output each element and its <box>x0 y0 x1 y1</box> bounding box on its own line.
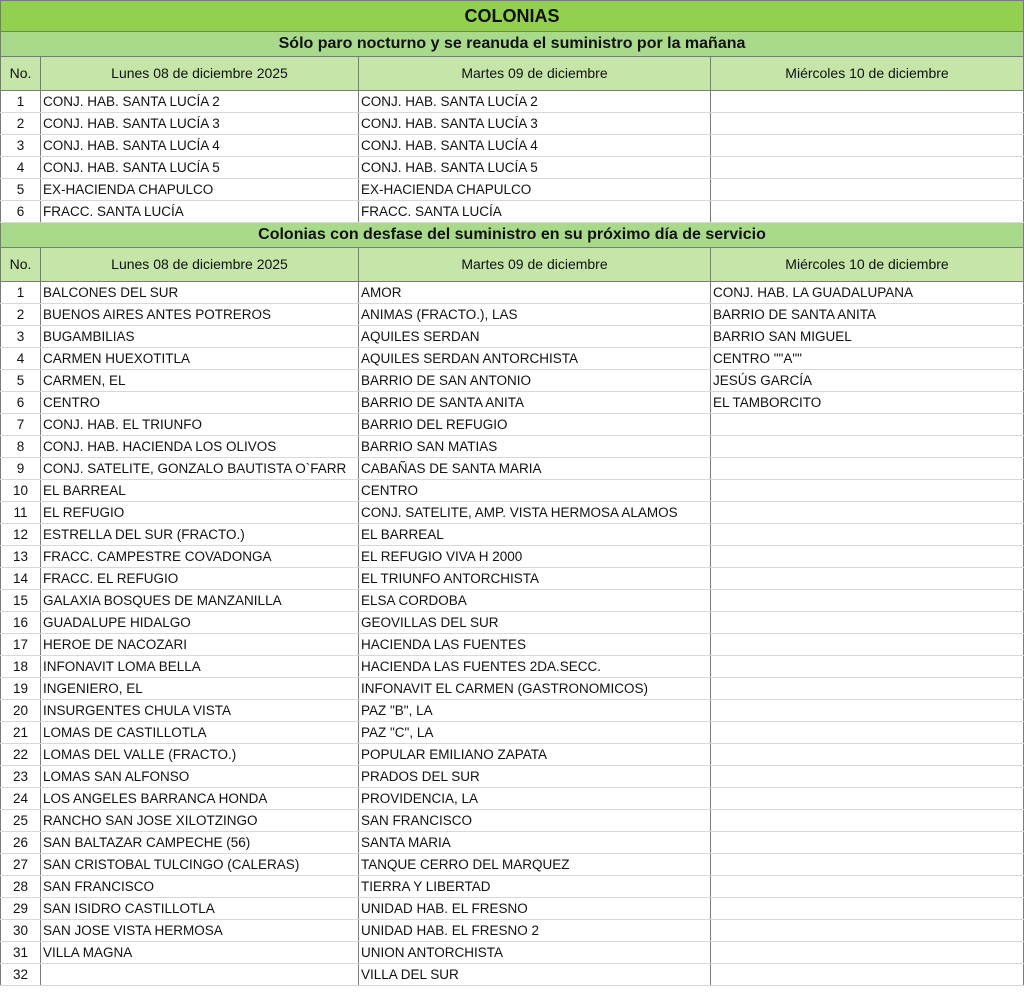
table-row <box>1 722 1024 744</box>
martes-cell: BARRIO SAN MATIAS <box>359 436 711 458</box>
lunes-cell: CONJ. HAB. SANTA LUCÍA 2 <box>41 91 359 113</box>
lunes-cell: BUENOS AIRES ANTES POTREROS <box>41 304 359 326</box>
table-row <box>1 201 1024 223</box>
table-row <box>1 942 1024 964</box>
miercoles-cell <box>711 810 1024 832</box>
lunes-cell: EL BARREAL <box>41 480 359 502</box>
martes-cell: ANIMAS (FRACTO.), LAS <box>359 304 711 326</box>
miercoles-cell <box>711 414 1024 436</box>
miercoles-cell <box>711 91 1024 113</box>
martes-cell: TANQUE CERRO DEL MARQUEZ <box>359 854 711 876</box>
table-row <box>1 135 1024 157</box>
miercoles-cell <box>711 722 1024 744</box>
lunes-cell: VILLA MAGNA <box>41 942 359 964</box>
lunes-cell: BALCONES DEL SUR <box>41 282 359 304</box>
miercoles-cell <box>711 546 1024 568</box>
section2-heading: Colonias con desfase del suministro en su próximo día de servicio <box>1 223 1024 248</box>
martes-cell: AQUILES SERDAN ANTORCHISTA <box>359 348 711 370</box>
martes-cell: ELSA CORDOBA <box>359 590 711 612</box>
miercoles-cell: JESÚS GARCÍA <box>711 370 1024 392</box>
header-miercoles: Miércoles 10 de diciembre <box>711 57 1024 91</box>
martes-cell: UNIDAD HAB. EL FRESNO 2 <box>359 920 711 942</box>
lunes-cell: CONJ. HAB. HACIENDA LOS OLIVOS <box>41 436 359 458</box>
table-row <box>1 788 1024 810</box>
lunes-cell: SAN FRANCISCO <box>41 876 359 898</box>
miercoles-cell: BARRIO DE SANTA ANITA <box>711 304 1024 326</box>
lunes-cell: FRACC. EL REFUGIO <box>41 568 359 590</box>
martes-cell: PROVIDENCIA, LA <box>359 788 711 810</box>
miercoles-cell <box>711 678 1024 700</box>
table-row <box>1 414 1024 436</box>
table-row <box>1 546 1024 568</box>
header-martes: Martes 09 de diciembre <box>359 248 711 282</box>
table-row <box>1 113 1024 135</box>
table-row <box>1 348 1024 370</box>
table-row <box>1 502 1024 524</box>
martes-cell: CONJ. HAB. SANTA LUCÍA 4 <box>359 135 711 157</box>
lunes-cell: FRACC. CAMPESTRE COVADONGA <box>41 546 359 568</box>
martes-cell: BARRIO DEL REFUGIO <box>359 414 711 436</box>
martes-cell: EL BARREAL <box>359 524 711 546</box>
martes-cell: FRACC. SANTA LUCÍA <box>359 201 711 223</box>
martes-cell: UNION ANTORCHISTA <box>359 942 711 964</box>
lunes-cell: SAN CRISTOBAL TULCINGO (CALERAS) <box>41 854 359 876</box>
table-row <box>1 282 1024 304</box>
miercoles-cell <box>711 480 1024 502</box>
martes-cell: AQUILES SERDAN <box>359 326 711 348</box>
row-number: 16 <box>1 612 41 634</box>
table-title: COLONIAS <box>1 1 1024 32</box>
miercoles-cell <box>711 898 1024 920</box>
table-row <box>1 436 1024 458</box>
lunes-cell: LOS ANGELES BARRANCA HONDA <box>41 788 359 810</box>
martes-cell: BARRIO DE SAN ANTONIO <box>359 370 711 392</box>
table-row <box>1 590 1024 612</box>
row-number: 23 <box>1 766 41 788</box>
martes-cell: PRADOS DEL SUR <box>359 766 711 788</box>
lunes-cell: SAN BALTAZAR CAMPECHE (56) <box>41 832 359 854</box>
lunes-cell: LOMAS DE CASTILLOTLA <box>41 722 359 744</box>
miercoles-cell: EL TAMBORCITO <box>711 392 1024 414</box>
miercoles-cell <box>711 876 1024 898</box>
lunes-cell: HEROE DE NACOZARI <box>41 634 359 656</box>
martes-cell: CENTRO <box>359 480 711 502</box>
table-row <box>1 634 1024 656</box>
table-row <box>1 612 1024 634</box>
martes-cell: AMOR <box>359 282 711 304</box>
martes-cell: GEOVILLAS DEL SUR <box>359 612 711 634</box>
martes-cell: SAN FRANCISCO <box>359 810 711 832</box>
miercoles-cell <box>711 788 1024 810</box>
miercoles-cell: CENTRO ""A"" <box>711 348 1024 370</box>
table-row <box>1 876 1024 898</box>
martes-cell: CABAÑAS DE SANTA MARIA <box>359 458 711 480</box>
header-no: No. <box>1 248 41 282</box>
martes-cell: HACIENDA LAS FUENTES 2DA.SECC. <box>359 656 711 678</box>
martes-cell: PAZ "B", LA <box>359 700 711 722</box>
row-number: 1 <box>1 91 41 113</box>
miercoles-cell <box>711 201 1024 223</box>
table-row <box>1 766 1024 788</box>
lunes-cell: EL REFUGIO <box>41 502 359 524</box>
miercoles-cell <box>711 766 1024 788</box>
lunes-cell <box>41 964 359 986</box>
martes-cell: CONJ. HAB. SANTA LUCÍA 3 <box>359 113 711 135</box>
lunes-cell: CARMEN, EL <box>41 370 359 392</box>
row-number: 19 <box>1 678 41 700</box>
row-number: 7 <box>1 414 41 436</box>
lunes-cell: SAN ISIDRO CASTILLOTLA <box>41 898 359 920</box>
lunes-cell: CONJ. HAB. SANTA LUCÍA 3 <box>41 113 359 135</box>
lunes-cell: RANCHO SAN JOSE XILOTZINGO <box>41 810 359 832</box>
header-no: No. <box>1 57 41 91</box>
lunes-cell: LOMAS DEL VALLE (FRACTO.) <box>41 744 359 766</box>
row-number: 2 <box>1 113 41 135</box>
row-number: 13 <box>1 546 41 568</box>
miercoles-cell <box>711 436 1024 458</box>
miercoles-cell <box>711 634 1024 656</box>
lunes-cell: INFONAVIT LOMA BELLA <box>41 656 359 678</box>
martes-cell: POPULAR EMILIANO ZAPATA <box>359 744 711 766</box>
miercoles-cell <box>711 568 1024 590</box>
row-number: 4 <box>1 348 41 370</box>
miercoles-cell <box>711 744 1024 766</box>
martes-cell: INFONAVIT EL CARMEN (GASTRONOMICOS) <box>359 678 711 700</box>
row-number: 24 <box>1 788 41 810</box>
miercoles-cell <box>711 656 1024 678</box>
row-number: 1 <box>1 282 41 304</box>
miercoles-cell <box>711 502 1024 524</box>
section1-heading: Sólo paro nocturno y se reanuda el suministro por la mañana <box>1 32 1024 57</box>
row-number: 15 <box>1 590 41 612</box>
lunes-cell: INSURGENTES CHULA VISTA <box>41 700 359 722</box>
miercoles-cell <box>711 612 1024 634</box>
row-number: 18 <box>1 656 41 678</box>
row-number: 12 <box>1 524 41 546</box>
miercoles-cell <box>711 942 1024 964</box>
lunes-cell: EX-HACIENDA CHAPULCO <box>41 179 359 201</box>
miercoles-cell <box>711 920 1024 942</box>
miercoles-cell <box>711 179 1024 201</box>
miercoles-cell: CONJ. HAB. LA GUADALUPANA <box>711 282 1024 304</box>
lunes-cell: INGENIERO, EL <box>41 678 359 700</box>
row-number: 22 <box>1 744 41 766</box>
table-row <box>1 920 1024 942</box>
section2-header-row <box>1 248 1024 282</box>
lunes-cell: CENTRO <box>41 392 359 414</box>
header-lunes: Lunes 08 de diciembre 2025 <box>41 248 359 282</box>
martes-cell: SANTA MARIA <box>359 832 711 854</box>
table-row <box>1 392 1024 414</box>
row-number: 3 <box>1 326 41 348</box>
lunes-cell: CONJ. HAB. SANTA LUCÍA 4 <box>41 135 359 157</box>
lunes-cell: CONJ. HAB. EL TRIUNFO <box>41 414 359 436</box>
row-number: 32 <box>1 964 41 986</box>
miercoles-cell <box>711 113 1024 135</box>
lunes-cell: GUADALUPE HIDALGO <box>41 612 359 634</box>
lunes-cell: CONJ. HAB. SANTA LUCÍA 5 <box>41 157 359 179</box>
row-number: 25 <box>1 810 41 832</box>
row-number: 4 <box>1 157 41 179</box>
miercoles-cell <box>711 700 1024 722</box>
martes-cell: VILLA DEL SUR <box>359 964 711 986</box>
lunes-cell: BUGAMBILIAS <box>41 326 359 348</box>
martes-cell: BARRIO DE SANTA ANITA <box>359 392 711 414</box>
lunes-cell: CARMEN HUEXOTITLA <box>41 348 359 370</box>
row-number: 5 <box>1 179 41 201</box>
martes-cell: PAZ "C", LA <box>359 722 711 744</box>
martes-cell: TIERRA Y LIBERTAD <box>359 876 711 898</box>
martes-cell: CONJ. HAB. SANTA LUCÍA 2 <box>359 91 711 113</box>
table-row <box>1 744 1024 766</box>
martes-cell: EL TRIUNFO ANTORCHISTA <box>359 568 711 590</box>
table-row <box>1 656 1024 678</box>
martes-cell: CONJ. HAB. SANTA LUCÍA 5 <box>359 157 711 179</box>
miercoles-cell <box>711 964 1024 986</box>
table-row <box>1 458 1024 480</box>
table-row <box>1 304 1024 326</box>
table-row <box>1 524 1024 546</box>
table-row <box>1 326 1024 348</box>
miercoles-cell: BARRIO SAN MIGUEL <box>711 326 1024 348</box>
table-row <box>1 700 1024 722</box>
row-number: 29 <box>1 898 41 920</box>
row-number: 26 <box>1 832 41 854</box>
row-number: 28 <box>1 876 41 898</box>
martes-cell: UNIDAD HAB. EL FRESNO <box>359 898 711 920</box>
row-number: 6 <box>1 392 41 414</box>
miercoles-cell <box>711 854 1024 876</box>
table-row <box>1 964 1024 986</box>
header-miercoles: Miércoles 10 de diciembre <box>711 248 1024 282</box>
row-number: 11 <box>1 502 41 524</box>
lunes-cell: GALAXIA BOSQUES DE MANZANILLA <box>41 590 359 612</box>
row-number: 10 <box>1 480 41 502</box>
row-number: 17 <box>1 634 41 656</box>
table-row <box>1 832 1024 854</box>
table-row <box>1 157 1024 179</box>
table-row <box>1 91 1024 113</box>
header-lunes: Lunes 08 de diciembre 2025 <box>41 57 359 91</box>
lunes-cell: LOMAS SAN ALFONSO <box>41 766 359 788</box>
row-number: 20 <box>1 700 41 722</box>
table-row <box>1 810 1024 832</box>
section1-header-row <box>1 57 1024 91</box>
header-martes: Martes 09 de diciembre <box>359 57 711 91</box>
lunes-cell: FRACC. SANTA LUCÍA <box>41 201 359 223</box>
martes-cell: HACIENDA LAS FUENTES <box>359 634 711 656</box>
lunes-cell: SAN JOSE VISTA HERMOSA <box>41 920 359 942</box>
martes-cell: CONJ. SATELITE, AMP. VISTA HERMOSA ALAMOS <box>359 502 711 524</box>
miercoles-cell <box>711 524 1024 546</box>
row-number: 9 <box>1 458 41 480</box>
lunes-cell: ESTRELLA DEL SUR (FRACTO.) <box>41 524 359 546</box>
table-row <box>1 854 1024 876</box>
row-number: 14 <box>1 568 41 590</box>
row-number: 27 <box>1 854 41 876</box>
row-number: 6 <box>1 201 41 223</box>
table-row <box>1 568 1024 590</box>
miercoles-cell <box>711 458 1024 480</box>
miercoles-cell <box>711 832 1024 854</box>
table-row <box>1 678 1024 700</box>
martes-cell: EX-HACIENDA CHAPULCO <box>359 179 711 201</box>
table-row <box>1 370 1024 392</box>
row-number: 21 <box>1 722 41 744</box>
row-number: 2 <box>1 304 41 326</box>
table-row <box>1 179 1024 201</box>
row-number: 3 <box>1 135 41 157</box>
table-row <box>1 480 1024 502</box>
row-number: 31 <box>1 942 41 964</box>
lunes-cell: CONJ. SATELITE, GONZALO BAUTISTA O`FARR <box>41 458 359 480</box>
row-number: 5 <box>1 370 41 392</box>
row-number: 30 <box>1 920 41 942</box>
row-number: 8 <box>1 436 41 458</box>
miercoles-cell <box>711 157 1024 179</box>
miercoles-cell <box>711 135 1024 157</box>
table-row <box>1 898 1024 920</box>
martes-cell: EL REFUGIO VIVA H 2000 <box>359 546 711 568</box>
miercoles-cell <box>711 590 1024 612</box>
